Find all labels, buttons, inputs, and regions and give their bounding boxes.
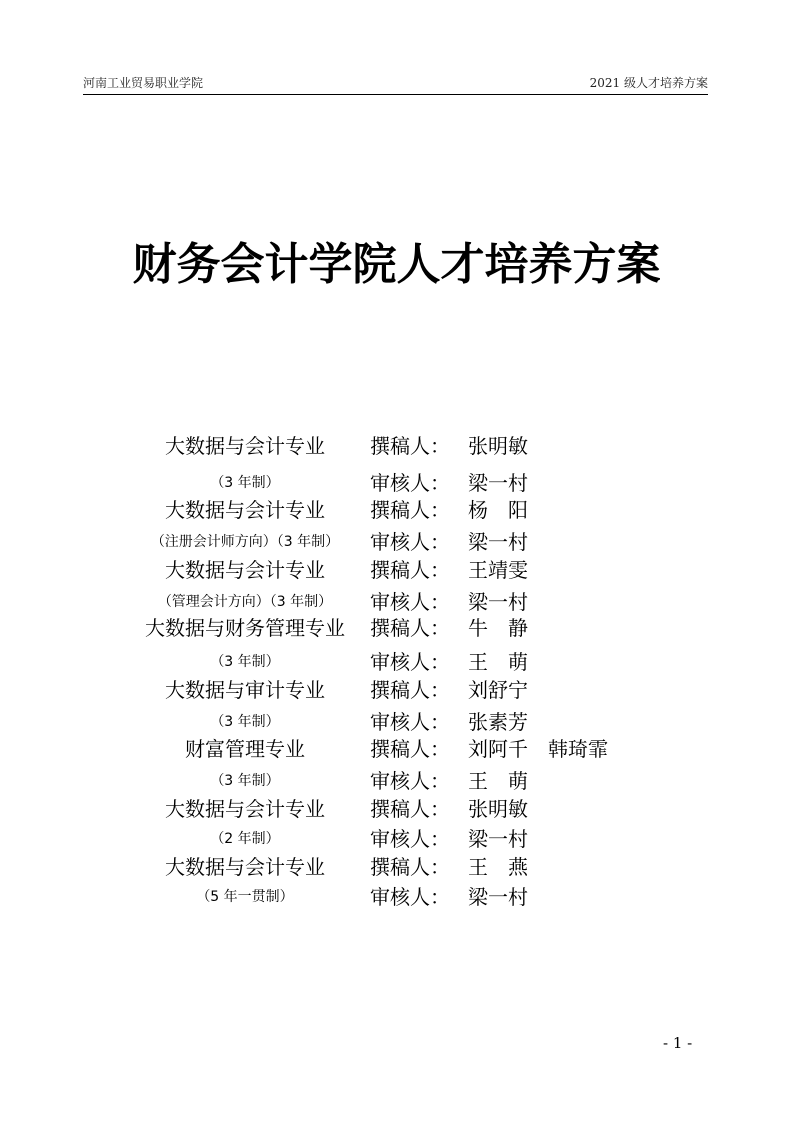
program-note: （3 年制） (210, 654, 280, 670)
person-name: 刘阿千 韩琦霏 (468, 737, 608, 761)
role-label: 审核人： (370, 769, 450, 793)
role-label: 撰稿人： (370, 616, 450, 640)
role-label: 审核人： (370, 827, 450, 851)
header-divider (83, 94, 708, 95)
role-label: 审核人： (370, 471, 450, 495)
person-name: 梁一村 (468, 471, 528, 495)
major-name: 财富管理专业 (185, 737, 305, 761)
person-name: 杨 阳 (468, 498, 528, 522)
list-item (0, 793, 793, 823)
role-label: 撰稿人： (370, 434, 450, 458)
major-name: 大数据与审计专业 (165, 678, 325, 702)
person-name: 张明敏 (468, 434, 528, 458)
person-name: 梁一村 (468, 827, 528, 851)
program-note: （3 年制） (210, 714, 280, 730)
person-name: 张素芳 (468, 710, 528, 734)
list-item (0, 674, 793, 704)
page-header (83, 74, 708, 92)
list-item (0, 706, 793, 736)
list-item (0, 733, 793, 763)
program-note: （管理会计方向）（3 年制） (157, 594, 333, 610)
major-name: 大数据与会计专业 (165, 558, 325, 582)
role-label: 撰稿人： (370, 498, 450, 522)
list-item (0, 823, 793, 853)
person-name: 梁一村 (468, 530, 528, 554)
role-label: 审核人： (370, 710, 450, 734)
header-document-title: 2021 级人才培养方案 (589, 76, 708, 90)
role-label: 撰稿人： (370, 737, 450, 761)
role-label: 审核人： (370, 590, 450, 614)
major-name: 大数据与会计专业 (165, 855, 325, 879)
person-name: 王靖雯 (468, 558, 528, 582)
list-item (0, 646, 793, 676)
person-name: 张明敏 (468, 797, 528, 821)
list-item (0, 612, 793, 642)
person-name: 王 燕 (468, 855, 528, 879)
person-name: 王 萌 (468, 769, 528, 793)
person-name: 梁一村 (468, 590, 528, 614)
program-note: （2 年制） (210, 831, 280, 847)
role-label: 撰稿人： (370, 855, 450, 879)
person-name: 梁一村 (468, 885, 528, 909)
role-label: 审核人： (370, 530, 450, 554)
program-note: （3 年制） (210, 475, 280, 491)
list-item (0, 526, 793, 556)
role-label: 审核人： (370, 885, 450, 909)
person-name: 牛 静 (468, 616, 528, 640)
list-item (0, 881, 793, 911)
major-name: 大数据与财务管理专业 (145, 616, 345, 640)
role-label: 撰稿人： (370, 797, 450, 821)
header-institution: 河南工业贸易职业学院 (83, 76, 204, 90)
program-note: （5 年一贯制） (196, 889, 294, 905)
list-item (0, 765, 793, 795)
program-note: （3 年制） (210, 773, 280, 789)
page-title: 财务会计学院人才培养方案 (132, 239, 661, 290)
major-name: 大数据与会计专业 (165, 797, 325, 821)
person-name: 王 萌 (468, 650, 528, 674)
list-item (0, 430, 793, 460)
role-label: 撰稿人： (370, 558, 450, 582)
role-label: 审核人： (370, 650, 450, 674)
list-item (0, 467, 793, 497)
list-item (0, 554, 793, 584)
list-item (0, 494, 793, 524)
person-name: 刘舒宁 (468, 678, 528, 702)
page-number: - 1 - (663, 1034, 693, 1052)
program-note: （注册会计师方向）（3 年制） (150, 534, 340, 550)
list-item (0, 851, 793, 881)
role-label: 撰稿人： (370, 678, 450, 702)
major-name: 大数据与会计专业 (165, 498, 325, 522)
major-name: 大数据与会计专业 (165, 434, 325, 458)
